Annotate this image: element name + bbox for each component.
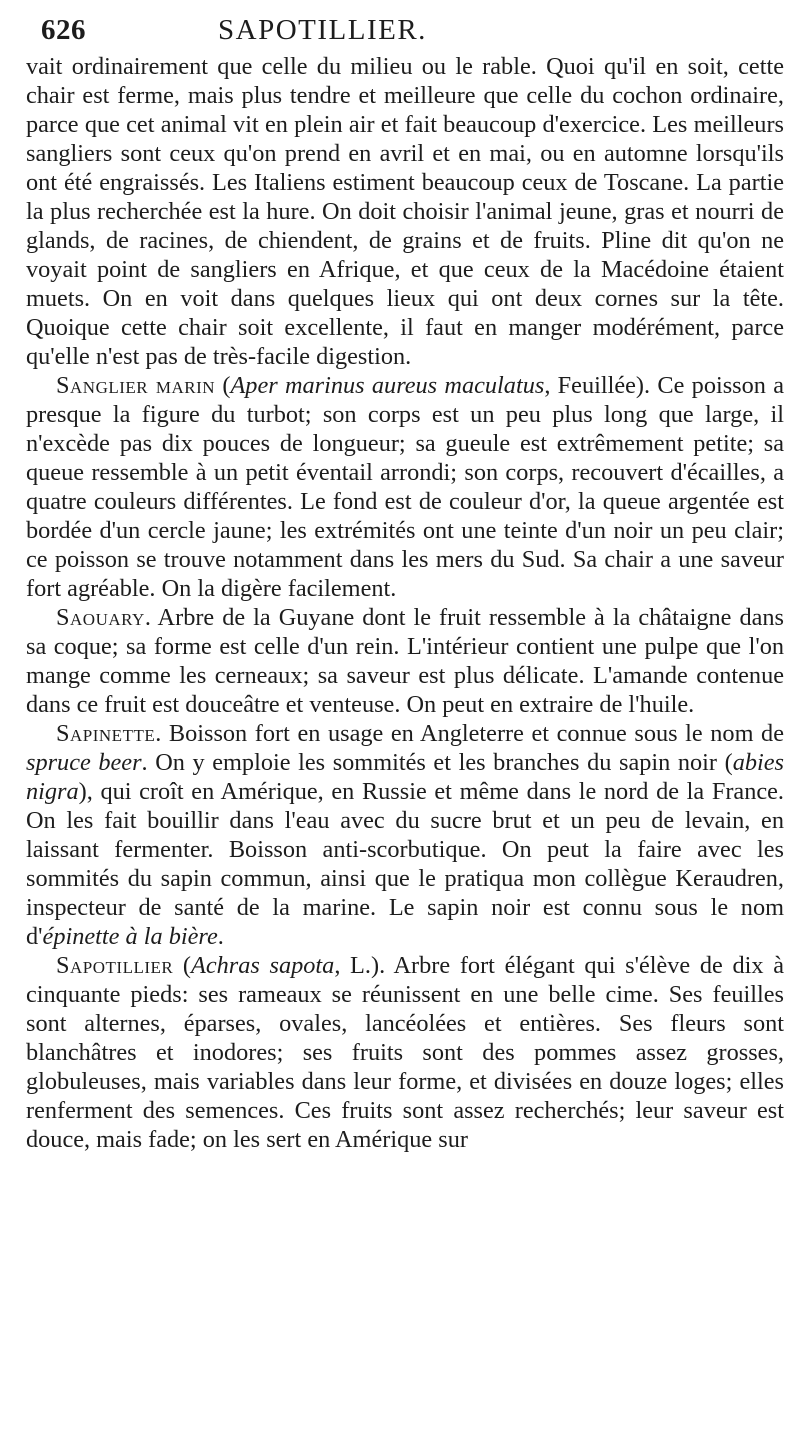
page-number: 626 [41,14,86,46]
entry-saouary [26,603,784,719]
page-body [26,52,784,1154]
entry-sapotillier: Sapotillier (Achras sapota, L.). Arbre fort élégant qui s'élève de dix à cinquante pieds: ses rameaux se réunissent en une belle cime. Ses feuilles sont alternes, éparses, ovales, lancéolées et entières. Ses fleurs sont blanchâtres et inodores; ses fruits sont des pommes assez grosses, globuleuses, mais variables dans leur forme, et divisées en douze loges; elles renferment des semences. Ces fruits sont assez recherchés; leur saveur est douce, mais fade; on les sert en Amérique sur [26,952,784,1153]
entry-text: Arbre fort élégant qui s'élève de dix à cinquante pieds: ses rameaux se réunissent en une belle cime. Ses feuilles sont alternes, éparses, ovales, lancéolées et entières. Ses fleurs sont blanchâtres et inodores; ses fruits sont des pommes assez grosses, globuleuses, mais variables dans leur forme, et divisées en douze loges; elles renferment des semences. Ces fruits sont assez recherchés; leur saveur est douce, mais fade; on les sert en Amérique sur [26,952,784,1153]
entry-text: Ce poisson a presque la figure du turbot; son corps est un peu plus long que large, il n'excède pas dix pouces de longueur; sa gueule est extrêmement petite; sa queue ressemble à un petit éventail arrondi; son corps, recouvert d'écailles, a quatre couleurs différentes. Le fond est de couleur d'or, la queue argentée est bordée d'un cercle jaune; les extrémités ont une teinte d'un noir un peu clair; ce poisson se trouve notamment dans les mers du Sud. Sa chair a une saveur fort agréable. On la digère facilement. [26,372,784,602]
latin-name: abies nigra [26,749,784,805]
entry-text: ), qui croît en Amérique, en Russie et même dans le nord de la France. On les fait bouillir dans l'eau avec du sucre brut et un peu de levain, en laissant fermenter. Boisson anti-scorbutique. On peut la faire avec les sommités du sapin commun, ainsi que le pratiqua mon collègue Keraudren, inspecteur de santé de la marine. Le sapin noir est connu sous le nom d' [26,778,784,950]
latin-name: épinette à la bière [42,923,218,950]
entry-sapinette: Sapinette. Boisson fort en usage en Angleterre et connue sous le nom de spruce beer. On y emploie les sommités et les branches du sapin noir (abies nigra), qui croît en Amérique, en Russie et même dans le nord de la France. On les fait bouillir dans l'eau avec du sucre brut et un peu de levain, en laissant fermenter. Boisson anti-scorbutique. On peut la faire avec les sommités du sapin commun, ainsi que le pratiqua mon collègue Keraudren, inspecteur de santé de la marine. Le sapin noir est connu sous le nom d'épinette à la bière. [26,720,784,950]
entry-headword: Sanglier marin [56,372,216,399]
entry-headword: Saouary [56,604,145,631]
entry-text: . Boisson fort en usage en Angleterre et connue sous le nom de [155,720,784,747]
entry-continuation [26,52,784,371]
entry-text: vait ordinairement que celle du milieu ou le rable. Quoi qu'il en soit, cette chair est ferme, mais plus tendre et meilleure que celle du cochon ordinaire, parce que cet animal vit en plein air et fait beaucoup d'exercice. Les meilleurs sangliers sont ceux qu'on prend en avril et en mai, ou en automne lorsqu'ils ont été engraissés. Les Italiens estiment beaucoup ceux de Toscane. La partie la plus recherchée est la hure. On doit choisir l'animal jeune, gras et nourri de glands, de racines, de chiendent, de grains et de fruits. Pline dit qu'on ne voyait point de sangliers en Afrique, et que ceux de la Macédoine étaient muets. On en voit dans quelques lieux qui ont deux cornes sur la tête. Quoique cette chair soit excellente, il faut en manger modérément, parce qu'elle n'est pas de très-facile digestion. [26,53,784,370]
latin-name: Achras sapota [191,952,335,979]
entry-headword: Sapotillier [56,952,174,979]
entry-text: . Arbre de la Guyane dont le fruit ressemble à la châtaigne dans sa coque; sa forme est celle d'un rein. L'intérieur contient une pulpe que l'on mange comme les cerneaux; sa saveur est plus délicate. L'amande contenue dans ce fruit est douceâtre et venteuse. On peut en extraire de l'huile. [26,604,784,718]
latin-name: Aper marinus aureus maculatus [230,372,545,399]
page-header [41,12,784,52]
entry-headword: Sapinette [56,720,156,747]
running-head: SAPOTILLIER. [218,14,427,46]
latin-name: spruce beer [26,749,142,776]
entry-text: . On y emploie les sommités et les branches du sapin noir ( [141,749,733,776]
entry-sanglier-marin: Sanglier marin (Aper marinus aureus maculatus, Feuillée). Ce poisson a presque la figure du turbot; son corps est un peu plus long que large, il n'excède pas dix pouces de longueur; sa gueule est extrêmement petite; sa queue ressemble à un petit éventail arrondi; son corps, recouvert d'écailles, a quatre couleurs différentes. Le fond est de couleur d'or, la queue argentée est bordée d'un cercle jaune; les extrémités ont une teinte d'un noir un peu clair; ce poisson se trouve notamment dans les mers du Sud. Sa chair a une saveur fort agréable. On la digère facilement. [26,372,784,602]
